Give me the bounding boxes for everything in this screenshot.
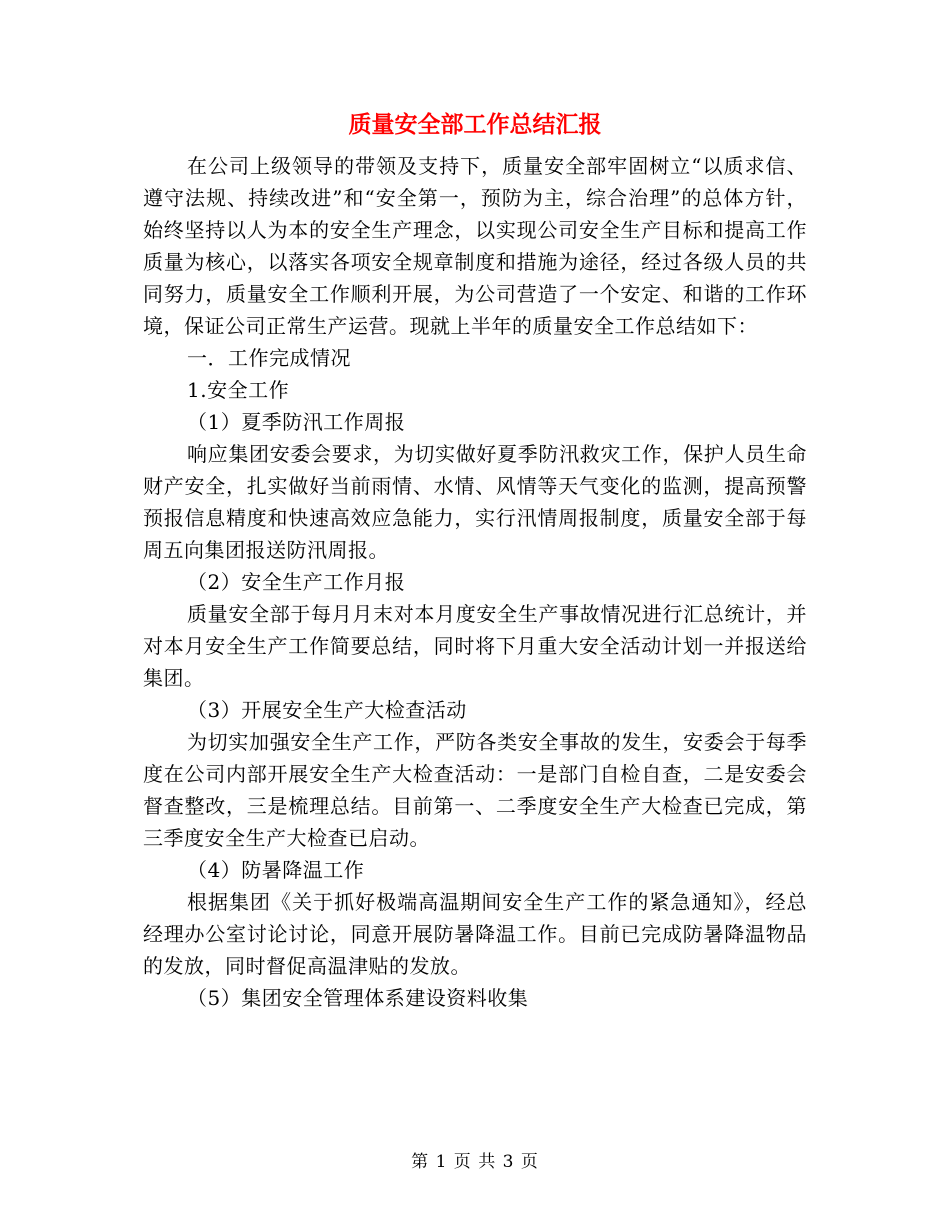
item-paragraph-1: 响应集团安委会要求，为切实做好夏季防汛救灾工作，保护人员生命财产安全，扎实做好当前雨情、水情、风情等天气变化的监测，提高预警预报信息精度和快速高效应急能力，实行汛情周报制度，质量安全部于每周五向集团报送防汛周报。 [143,442,807,562]
item-heading-4: （4）防暑降温工作 [187,858,365,882]
item-paragraph-3: 为切实加强安全生产工作，严防各类安全事故的发生，安委会于每季度在公司内部开展安全生产大检查活动：一是部门自检自查，二是安委会督查整改，三是梳理总结。目前第一、二季度安全生产大检查已完成，第三季度安全生产大检查已启动。 [143,730,807,850]
intro-paragraph: 在公司上级领导的带领及支持下，质量安全部牢固树立“以质求信、遵守法规、持续改进”和“安全第一，预防为主，综合治理”的总体方针，始终坚持以人为本的安全生产理念，以实现公司安全生产目标和提高工作质量为核心，以落实各项安全规章制度和措施为途径，经过各级人员的共同努力，质量安全工作顺利开展，为公司营造了一个安定、和谐的工作环境，保证公司正常生产运营。现就上半年的质量安全工作总结如下： [143,154,807,338]
item-heading-2: （2）安全生产工作月报 [187,570,406,594]
item-paragraph-4: 根据集团《关于抓好极端高温期间安全生产工作的紧急通知》，经总经理办公室讨论讨论，同意开展防暑降温工作。目前已完成防暑降温物品的发放，同时督促高温津贴的发放。 [143,890,807,978]
item-paragraph-2: 质量安全部于每月月末对本月度安全生产事故情况进行汇总统计，并对本月安全生产工作简要总结，同时将下月重大安全活动计划一并报送给集团。 [143,602,807,690]
document-body [143,150,807,1014]
section-heading-work-completion: 一．工作完成情况 [187,346,351,370]
page-footer: 第 1 页 共 3 页 [411,1152,539,1172]
document-title: 质量安全部工作总结汇报 [348,111,602,138]
subsection-heading-safety-work: 1.安全工作 [187,378,290,402]
item-heading-1: （1）夏季防汛工作周报 [187,410,406,434]
item-heading-3: （3）开展安全生产大检查活动 [187,698,467,722]
item-heading-5: （5）集团安全管理体系建设资料收集 [187,986,529,1010]
